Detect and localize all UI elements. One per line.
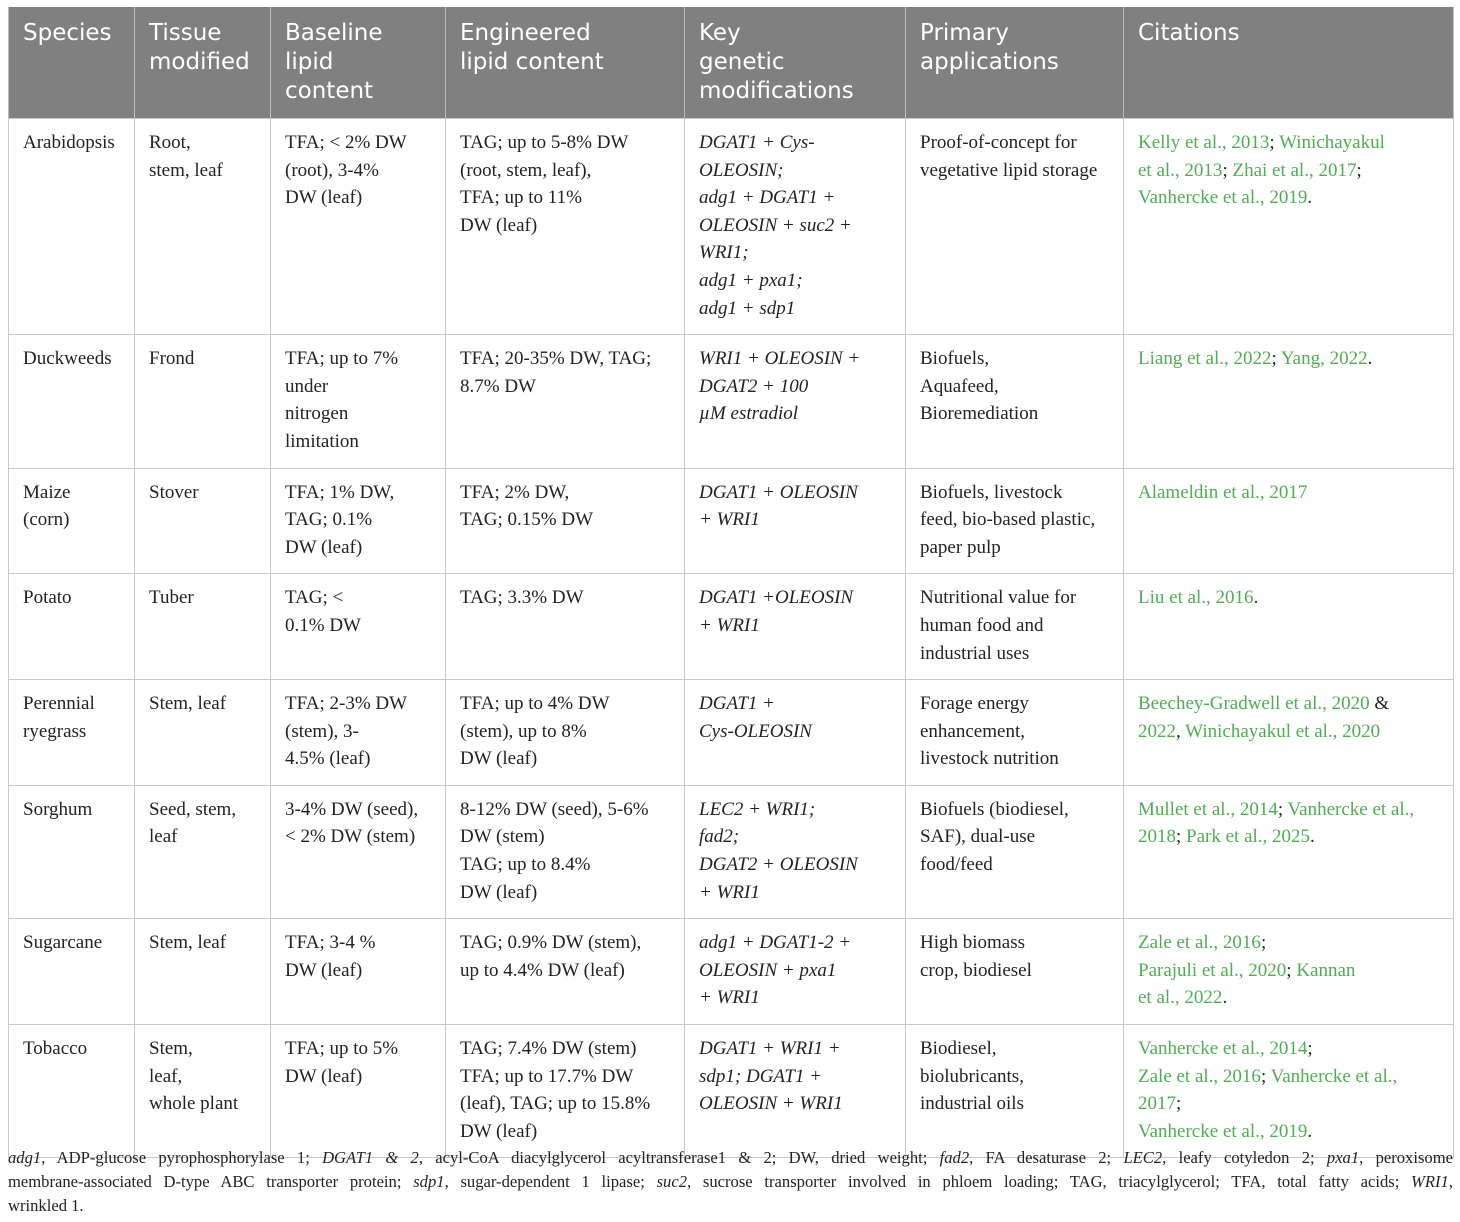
citations-cell xyxy=(1124,468,1454,574)
table-row xyxy=(9,680,1454,786)
applications-cell xyxy=(906,335,1124,468)
cell-line: OLEOSIN + pxa1 xyxy=(699,959,837,981)
citation-link[interactable]: Vanhercke et al., 2019 xyxy=(1138,187,1308,209)
citation-link[interactable]: Parajuli et al., 2020 xyxy=(1138,959,1287,981)
citation-link[interactable]: Beechey-Gradwell et al., 2020 xyxy=(1138,693,1370,715)
modifications-cell xyxy=(685,119,906,335)
citation-line xyxy=(1138,823,1443,851)
cell-line: Forage energy xyxy=(920,693,1029,715)
citation-separator: . xyxy=(1307,1120,1313,1142)
cell-line: adg1 + DGAT1-2 + xyxy=(699,932,852,954)
cell-line: fad2; xyxy=(699,826,740,848)
cell-line: Nutritional value for xyxy=(920,587,1077,609)
cell-line: leaf xyxy=(149,826,178,848)
citation-separator: ; xyxy=(1271,348,1281,370)
modifications-cell xyxy=(685,680,906,786)
species-cell xyxy=(9,335,135,468)
cell-line: DW (leaf) xyxy=(285,959,363,981)
citation-link[interactable]: 2018 xyxy=(1138,826,1176,848)
engineered-cell xyxy=(446,335,685,468)
cell-line: DW (leaf) xyxy=(460,214,538,236)
table-row xyxy=(9,785,1454,918)
header-line: Citations xyxy=(1138,20,1240,46)
table-row xyxy=(9,119,1454,335)
cell-line: DGAT2 + 100 xyxy=(699,375,809,397)
footnote-abbreviation: sdp1 xyxy=(413,1172,445,1191)
cell-line: Bioremediation xyxy=(920,403,1039,425)
cell-line: Frond xyxy=(149,348,195,370)
cell-line: leaf, xyxy=(149,1065,183,1087)
footnote-abbreviation: WRI1 xyxy=(1411,1172,1449,1191)
cell-line: TAG; < xyxy=(285,587,344,609)
baseline-cell xyxy=(271,785,446,918)
cell-line: livestock nutrition xyxy=(920,748,1059,770)
baseline-cell xyxy=(271,119,446,335)
citation-separator: , xyxy=(1176,720,1186,742)
header-line: modified xyxy=(149,49,250,75)
citation-link[interactable]: Liu et al., 2016 xyxy=(1138,587,1254,609)
table-body xyxy=(9,119,1454,1158)
baseline-cell xyxy=(271,919,446,1025)
citation-line xyxy=(1138,1035,1443,1063)
citations-cell xyxy=(1124,919,1454,1025)
citation-separator: & xyxy=(1369,693,1390,715)
citation-separator: ; xyxy=(1176,1093,1182,1115)
tissue-cell xyxy=(135,574,271,680)
cell-line: LEC2 + WRI1; xyxy=(699,798,816,820)
cell-line: TFA; up to 7% xyxy=(285,348,399,370)
header-line: Primary xyxy=(920,20,1009,46)
modifications-cell xyxy=(685,785,906,918)
cell-line: food/feed xyxy=(920,854,993,876)
baseline-cell xyxy=(271,574,446,680)
citation-separator: . xyxy=(1253,587,1259,609)
citation-separator: ; xyxy=(1307,1038,1313,1060)
citation-link[interactable]: Park et al., 2025 xyxy=(1186,826,1311,848)
cell-line: feed, bio-based plastic, xyxy=(920,509,1096,531)
cell-line: paper pulp xyxy=(920,536,1001,558)
cell-line: Perennial xyxy=(23,693,95,715)
citation-line xyxy=(1138,129,1443,157)
citation-line xyxy=(1138,345,1443,373)
cell-line: DW (leaf) xyxy=(460,1120,538,1142)
footnote-abbreviation: DGAT1 & 2 xyxy=(322,1148,419,1167)
header-row xyxy=(9,7,1454,119)
citation-link[interactable]: Vanhercke et al., 2014 xyxy=(1138,1038,1308,1060)
cell-line: 0.1% DW xyxy=(285,614,361,636)
cell-line: Stem, leaf xyxy=(149,693,227,715)
header-primary-applications xyxy=(906,7,1124,119)
citation-separator: . xyxy=(1222,987,1228,1009)
cell-line: (stem), 3- xyxy=(285,720,359,742)
engineered-cell xyxy=(446,919,685,1025)
cell-line: limitation xyxy=(285,430,359,452)
cell-line: TFA; up to 11% xyxy=(460,187,582,209)
cell-line: TFA; 1% DW, xyxy=(285,481,395,503)
citation-separator: ; xyxy=(1286,959,1297,981)
citation-separator: ; xyxy=(1176,826,1187,848)
baseline-cell xyxy=(271,680,446,786)
cell-line: DW (leaf) xyxy=(460,881,538,903)
cell-line: Biofuels, xyxy=(920,348,990,370)
tissue-cell xyxy=(135,119,271,335)
citation-line xyxy=(1138,1063,1443,1091)
citation-separator: . xyxy=(1367,348,1373,370)
citations-cell xyxy=(1124,574,1454,680)
cell-line: Tuber xyxy=(149,587,194,609)
modifications-cell xyxy=(685,574,906,680)
cell-line: Stover xyxy=(149,481,199,503)
citation-link[interactable]: Zhai et al., 2017 xyxy=(1232,159,1357,181)
applications-cell xyxy=(906,1025,1124,1158)
footnote-text: , FA desaturase 2; xyxy=(969,1148,1124,1167)
applications-cell xyxy=(906,574,1124,680)
cell-line: Biofuels (biodiesel, xyxy=(920,798,1069,820)
cell-line: DGAT1 + WRI1 + xyxy=(699,1038,841,1060)
species-cell xyxy=(9,680,135,786)
footnote-text: , sucrose transporter involved in phloem loading; TAG, triacylglycerol; TFA, total fatty acids; xyxy=(687,1172,1412,1191)
cell-line: Biodiesel, xyxy=(920,1038,997,1060)
cell-line: adg1 + sdp1 xyxy=(699,297,796,319)
cell-line: Duckweeds xyxy=(23,348,112,370)
table-row xyxy=(9,335,1454,468)
footnote-text: , peroxisome xyxy=(1359,1148,1453,1167)
cell-line: DGAT1 + Cys- xyxy=(699,132,815,153)
engineered-cell xyxy=(446,1025,685,1158)
cell-line: (corn) xyxy=(23,509,70,531)
citation-line xyxy=(1138,690,1443,718)
cell-line: Tobacco xyxy=(23,1038,88,1060)
engineered-cell xyxy=(446,680,685,786)
cell-line: sdp1; DGAT1 + xyxy=(699,1065,822,1087)
cell-line: Sorghum xyxy=(23,798,93,820)
cell-line: Potato xyxy=(23,587,72,609)
table-row xyxy=(9,468,1454,574)
cell-line: (root, stem, leaf), xyxy=(460,159,592,181)
cell-line: + WRI1 xyxy=(699,987,760,1009)
citations-cell xyxy=(1124,335,1454,468)
header-species xyxy=(9,7,135,119)
cell-line: Proof-of-concept for xyxy=(920,132,1077,153)
header-citations xyxy=(1124,7,1454,119)
tissue-cell xyxy=(135,468,271,574)
header-line: applications xyxy=(920,49,1059,75)
citation-line xyxy=(1138,1118,1443,1146)
table-row xyxy=(9,1025,1454,1158)
cell-line: adg1 + pxa1; xyxy=(699,269,803,291)
species-cell xyxy=(9,1025,135,1158)
applications-cell xyxy=(906,468,1124,574)
footnote-line xyxy=(8,1146,1453,1170)
citation-link[interactable]: Yang, 2022 xyxy=(1280,348,1368,370)
cell-line: WRI1 + OLEOSIN + xyxy=(699,348,861,370)
citation-link[interactable]: Winichayakul xyxy=(1279,132,1385,153)
cell-line: crop, biodiesel xyxy=(920,959,1032,981)
citation-link[interactable]: Zale et al., 2016 xyxy=(1138,932,1261,954)
cell-line: human food and xyxy=(920,614,1044,636)
header-line: content xyxy=(285,78,374,104)
citation-line xyxy=(1138,929,1443,957)
applications-cell xyxy=(906,785,1124,918)
cell-line: stem, leaf xyxy=(149,159,223,181)
citations-cell xyxy=(1124,680,1454,786)
citation-line xyxy=(1138,718,1443,746)
cell-line: TAG; 3.3% DW xyxy=(460,587,584,609)
modifications-cell xyxy=(685,335,906,468)
tissue-cell xyxy=(135,785,271,918)
citation-separator: ; xyxy=(1222,159,1233,181)
cell-line: TAG; 0.9% DW (stem), xyxy=(460,932,642,954)
citation-separator: ; xyxy=(1260,1065,1271,1087)
citations-cell xyxy=(1124,785,1454,918)
table-row xyxy=(9,574,1454,680)
footnote-line xyxy=(8,1170,1453,1194)
cell-line: OLEOSIN; xyxy=(699,159,784,181)
tissue-cell xyxy=(135,919,271,1025)
footnote-text: wrinkled 1. xyxy=(8,1196,84,1215)
citation-line xyxy=(1138,479,1443,507)
cell-line: TAG; up to 5-8% DW xyxy=(460,132,629,153)
citation-line xyxy=(1138,957,1443,985)
footnote-abbreviation: fad2 xyxy=(939,1148,970,1167)
cell-line: 3-4% DW (seed), xyxy=(285,798,419,820)
modifications-cell xyxy=(685,919,906,1025)
cell-line: (stem), up to 8% xyxy=(460,720,587,742)
species-cell xyxy=(9,574,135,680)
cell-line: up to 4.4% DW (leaf) xyxy=(460,959,625,981)
modifications-cell xyxy=(685,468,906,574)
cell-line: SAF), dual-use xyxy=(920,826,1036,848)
cell-line: TFA; 2-3% DW xyxy=(285,693,408,715)
applications-cell xyxy=(906,119,1124,335)
engineered-cell xyxy=(446,119,685,335)
footnote-abbreviation: adg1 xyxy=(8,1148,42,1167)
cell-line: TFA; 3-4 % xyxy=(285,932,376,954)
species-cell xyxy=(9,919,135,1025)
cell-line: (root), 3-4% xyxy=(285,159,379,181)
cell-line: enhancement, xyxy=(920,720,1025,742)
cell-line: nitrogen xyxy=(285,403,349,425)
cell-line: TAG; up to 8.4% xyxy=(460,854,591,876)
cell-line: TFA; 2% DW, xyxy=(460,481,570,503)
engineered-cell xyxy=(446,468,685,574)
citation-line xyxy=(1138,157,1443,185)
cell-line: µM estradiol xyxy=(699,403,799,425)
header-line: Baseline xyxy=(285,20,383,46)
cell-line: 8.7% DW xyxy=(460,375,536,397)
cell-line: 8-12% DW (seed), 5-6% xyxy=(460,798,649,820)
citation-link[interactable]: Kelly et al., 2013 xyxy=(1138,132,1270,153)
cell-line: Biofuels, livestock xyxy=(920,481,1063,503)
citation-line xyxy=(1138,584,1443,612)
cell-line: TFA; 20-35% DW, TAG; xyxy=(460,348,652,370)
footnote-text: , leafy cotyledon 2; xyxy=(1162,1148,1327,1167)
footnote-line xyxy=(8,1194,1453,1218)
cell-line: (leaf), TAG; up to 15.8% xyxy=(460,1093,651,1115)
citation-link[interactable]: Kannan xyxy=(1296,959,1356,981)
header-key-genetic-modifications xyxy=(685,7,906,119)
citation-separator: . xyxy=(1307,187,1313,209)
species-cell xyxy=(9,468,135,574)
header-line: Engineered xyxy=(460,20,591,46)
tissue-cell xyxy=(135,335,271,468)
cell-line: DGAT2 + OLEOSIN xyxy=(699,854,858,876)
citation-link[interactable]: Zale et al., 2016 xyxy=(1138,1065,1261,1087)
footnote-text: , acyl-CoA diacylglycerol acyltransferase1 & 2; DW, dried weight; xyxy=(418,1148,940,1167)
cell-line: DW (leaf) xyxy=(285,187,363,209)
cell-line: + WRI1 xyxy=(699,614,760,636)
header-line: Species xyxy=(23,20,112,46)
lipid-engineering-table xyxy=(8,7,1454,1158)
cell-line: TFA; < 2% DW xyxy=(285,132,407,153)
cell-line: vegetative lipid storage xyxy=(920,159,1098,181)
citation-line xyxy=(1138,984,1443,1012)
citation-link[interactable]: 2022 xyxy=(1138,720,1176,742)
cell-line: Maize xyxy=(23,481,71,503)
cell-line: Root, xyxy=(149,132,191,153)
cell-line: industrial oils xyxy=(920,1093,1024,1115)
table-footnote xyxy=(8,1146,1453,1218)
cell-line: 4.5% (leaf) xyxy=(285,748,371,770)
header-engineered-lipid-content xyxy=(446,7,685,119)
baseline-cell xyxy=(271,1025,446,1158)
engineered-cell xyxy=(446,574,685,680)
citation-separator: ; xyxy=(1277,798,1288,820)
baseline-cell xyxy=(271,335,446,468)
cell-line: DW (leaf) xyxy=(460,748,538,770)
cell-line: adg1 + DGAT1 + xyxy=(699,187,836,209)
cell-line: + WRI1 xyxy=(699,881,760,903)
citations-cell xyxy=(1124,119,1454,335)
cell-line: DGAT1 + OLEOSIN xyxy=(699,481,858,503)
citation-link[interactable]: Mullet et al., 2014 xyxy=(1138,798,1278,820)
citation-link[interactable]: Liang et al., 2022 xyxy=(1138,348,1272,370)
cell-line: Cys-OLEOSIN xyxy=(699,720,812,742)
cell-line: whole plant xyxy=(149,1093,239,1115)
citation-link[interactable]: Winichayakul et al., 2020 xyxy=(1185,720,1381,742)
citation-separator: ; xyxy=(1269,132,1280,153)
cell-line: Arabidopsis xyxy=(23,132,115,153)
cell-line: TAG; 0.1% xyxy=(285,509,373,531)
cell-line: OLEOSIN + suc2 + xyxy=(699,214,852,236)
cell-line: DW (stem) xyxy=(460,826,545,848)
header-line: Tissue xyxy=(149,20,222,46)
tissue-cell xyxy=(135,1025,271,1158)
header-line: lipid content xyxy=(460,49,604,75)
cell-line: < 2% DW (stem) xyxy=(285,826,416,848)
tissue-cell xyxy=(135,680,271,786)
citation-link[interactable]: Vanhercke et al., xyxy=(1270,1065,1398,1087)
cell-line: Seed, stem, xyxy=(149,798,237,820)
citation-separator: ; xyxy=(1260,932,1267,954)
cell-line: DGAT1 +OLEOSIN xyxy=(699,587,854,609)
cell-line: ryegrass xyxy=(23,720,87,742)
header-baseline-lipid-content xyxy=(271,7,446,119)
cell-line: Aquafeed, xyxy=(920,375,999,397)
footnote-text: , xyxy=(1448,1172,1453,1191)
modifications-cell xyxy=(685,1025,906,1158)
footnote-abbreviation: suc2 xyxy=(656,1172,688,1191)
cell-line: DGAT1 + xyxy=(699,693,775,715)
cell-line: WRI1; xyxy=(699,242,749,264)
applications-cell xyxy=(906,680,1124,786)
species-cell xyxy=(9,785,135,918)
footnote-text: , sugar-dependent 1 lipase; xyxy=(444,1172,657,1191)
cell-line: TFA; up to 17.7% DW xyxy=(460,1065,634,1087)
cell-line: TFA; up to 5% xyxy=(285,1038,399,1060)
applications-cell xyxy=(906,919,1124,1025)
baseline-cell xyxy=(271,468,446,574)
cell-line: Stem, leaf xyxy=(149,932,227,954)
citation-line xyxy=(1138,184,1443,212)
cell-line: DW (leaf) xyxy=(285,536,363,558)
citations-cell xyxy=(1124,1025,1454,1158)
cell-line: Sugarcane xyxy=(23,932,103,954)
cell-line: DW (leaf) xyxy=(285,1065,363,1087)
cell-line: Stem, xyxy=(149,1038,193,1060)
cell-line: biolubricants, xyxy=(920,1065,1024,1087)
cell-line: TAG; 0.15% DW xyxy=(460,509,594,531)
cell-line: TFA; up to 4% DW xyxy=(460,693,610,715)
citation-separator: ; xyxy=(1356,159,1362,181)
header-tissue-modified xyxy=(135,7,271,119)
footnote-abbreviation: LEC2 xyxy=(1123,1148,1163,1167)
cell-line: OLEOSIN + WRI1 xyxy=(699,1093,843,1115)
citation-link[interactable]: et al., 2013 xyxy=(1138,159,1223,181)
table-row xyxy=(9,919,1454,1025)
table-header xyxy=(9,7,1454,119)
cell-line: + WRI1 xyxy=(699,509,760,531)
lipid-engineering-table-container xyxy=(8,7,1453,1158)
citation-link[interactable]: Vanhercke et al., xyxy=(1287,798,1415,820)
citation-separator: . xyxy=(1310,826,1315,848)
citation-link[interactable]: Alameldin et al., 2017 xyxy=(1138,481,1308,503)
header-line: genetic xyxy=(699,49,785,75)
header-line: modifications xyxy=(699,78,854,104)
species-cell xyxy=(9,119,135,335)
footnote-text: , ADP-glucose pyrophosphorylase 1; xyxy=(41,1148,323,1167)
header-line: lipid xyxy=(285,49,334,75)
footnote-abbreviation: pxa1 xyxy=(1326,1148,1360,1167)
cell-line: TAG; 7.4% DW (stem) xyxy=(460,1038,637,1060)
citation-line xyxy=(1138,796,1443,824)
citation-link[interactable]: et al., 2022 xyxy=(1138,987,1223,1009)
cell-line: under xyxy=(285,375,329,397)
citation-link[interactable]: 2017 xyxy=(1138,1093,1176,1115)
footnote-text: membrane-associated D-type ABC transporter protein; xyxy=(8,1172,414,1191)
citation-line xyxy=(1138,1090,1443,1118)
header-line: Key xyxy=(699,20,741,46)
cell-line: High biomass xyxy=(920,932,1026,954)
engineered-cell xyxy=(446,785,685,918)
citation-link[interactable]: Vanhercke et al., 2019 xyxy=(1138,1120,1308,1142)
cell-line: industrial uses xyxy=(920,642,1030,664)
